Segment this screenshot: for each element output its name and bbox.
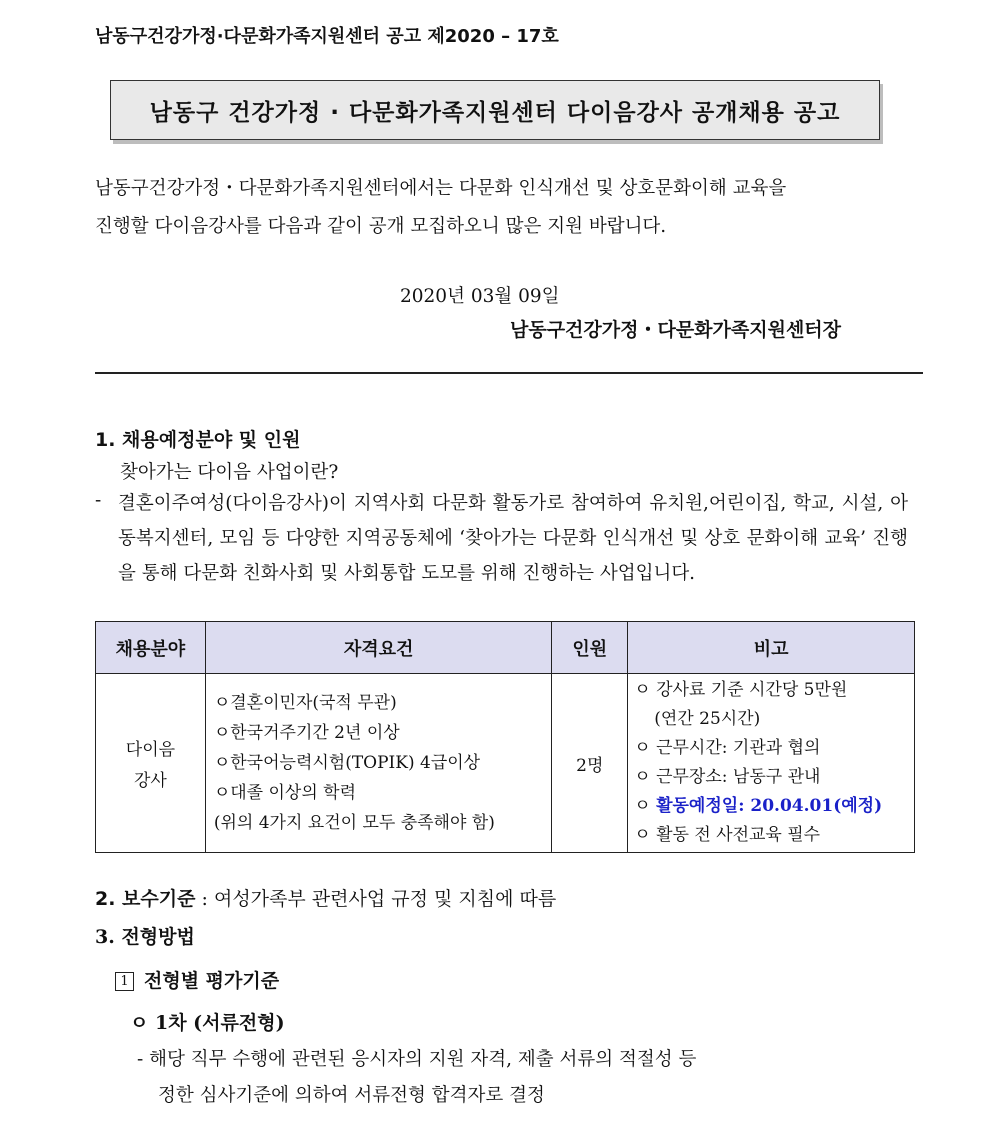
note-item: ㅇ 활동 전 사전교육 필수 [634, 825, 821, 845]
note-item: (연간 25시간) [654, 709, 761, 729]
field-line-2: 강사 [133, 771, 167, 791]
requirement-item: ㅇ한국거주기간 2년 이상 [213, 723, 400, 743]
description-dash: - [95, 490, 102, 511]
signer: 남동구건강가정・다문화가족지원센터장 [510, 319, 842, 341]
criteria-line-1: - 해당 직무 수행에 관련된 응시자의 지원 자격, 제출 서류의 적절성 등 [137, 1049, 697, 1070]
page-title-text: 남동구 건강가정 · 다문화가족지원센터 다이음강사 공개채용 공고 [149, 99, 841, 126]
program-description: 결혼이주여성(다이음강사)이 지역사회 다문화 활동가로 참여하여 유치원,어린이집, 학교, 시설, 아동복지센터, 모임 등 다양한 지역공동체에 ‘찾아가는 다문화 인식개선 및 상호 문화이해 교육’ 진행을 통해 다문화 친화사회 및 사회통합 도모를 위해 진행하는 사업입니다. [118, 493, 908, 584]
page-title [110, 80, 880, 140]
field-cell [96, 674, 206, 853]
intro-paragraph [95, 170, 905, 246]
requirements-cell [205, 674, 552, 853]
section-2-text: : 여성가족부 관련사업 규정 및 지침에 따름 [195, 888, 557, 910]
count-cell: 2명 [552, 674, 628, 853]
note-bullet: ㅇ [634, 796, 657, 816]
program-question: 찾아가는 다이음 사업이란? [120, 462, 339, 483]
field-line-1: 다이음 [125, 740, 176, 760]
criteria-line-2: 정한 심사기준에 의하여 서류전형 합격자로 결정 [158, 1085, 545, 1106]
requirement-item: ㅇ결혼이민자(국적 무관) [213, 693, 397, 713]
requirement-item: (위의 4가지 요건이 모두 충족해야 함) [213, 813, 495, 833]
note-item: ㅇ 근무시간: 기관과 협의 [634, 738, 821, 758]
table-row [96, 674, 915, 853]
intro-line-2: 진행할 다이음강사를 다음과 같이 공개 모집하오니 많은 지원 바랍니다. [95, 216, 667, 237]
table-header-row [96, 622, 915, 674]
intro-line-1: 남동구건강가정・다문화가족지원센터에서는 다문화 인식개선 및 상호문화이해 교육을 [95, 178, 787, 199]
subsection-number: 1 [115, 972, 134, 991]
subsection-heading [115, 966, 279, 993]
criteria-text [137, 1042, 877, 1114]
note-item: ㅇ 근무장소: 남동구 관내 [634, 767, 821, 787]
note-item: ㅇ 강사료 기준 시간당 5만원 [634, 680, 848, 700]
header-field: 채용분야 [96, 622, 206, 674]
divider [95, 372, 923, 374]
notes-cell [628, 674, 915, 853]
header-count: 인원 [552, 622, 628, 674]
activity-date: 활동예정일: 20.04.01(예정) [656, 796, 883, 816]
notice-date: 2020년 03월 09일 [400, 286, 560, 307]
header-requirements: 자격요건 [205, 622, 552, 674]
note-item-highlight [634, 792, 908, 821]
stage-heading: ㅇ 1차 (서류전형) [130, 1012, 285, 1034]
subsection-label: 전형별 평가기준 [144, 970, 280, 992]
requirement-item: ㅇ대졸 이상의 학력 [213, 783, 357, 803]
section-3-heading: 3. 전형방법 [95, 926, 195, 948]
requirement-item: ㅇ한국어능력시험(TOPIK) 4급이상 [213, 753, 481, 773]
section-2-label: 2. 보수기준 [95, 888, 196, 910]
section-2 [95, 884, 556, 911]
header-notes: 비고 [628, 622, 915, 674]
section-1-heading: 1. 채용예정분야 및 인원 [95, 429, 301, 451]
recruitment-table [95, 621, 915, 853]
notice-number: 남동구건강가정·다문화가족지원센터 공고 제2020 – 17호 [95, 26, 559, 47]
